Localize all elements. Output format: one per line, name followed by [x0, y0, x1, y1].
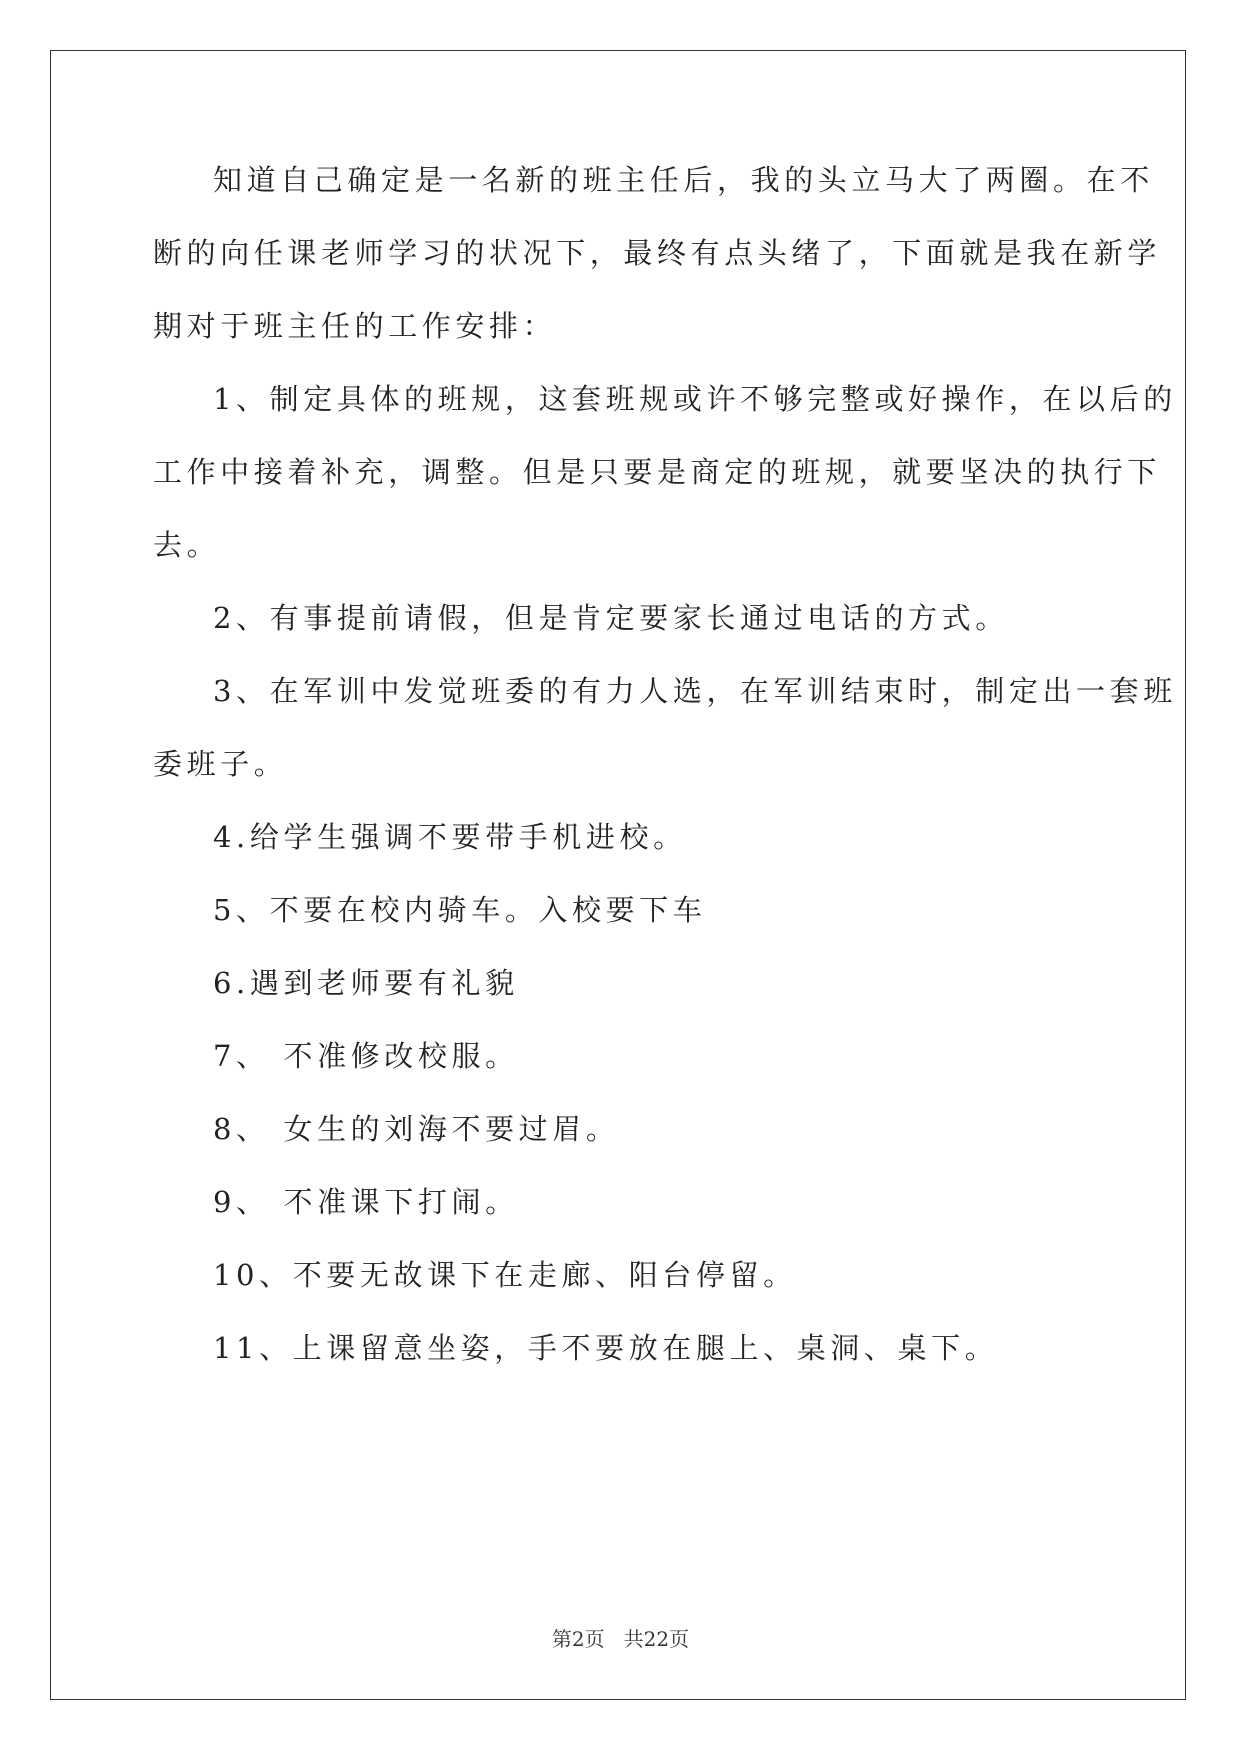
list-item-8: 8、 女生的刘海不要过眉。 [213, 1112, 620, 1146]
list-item-4: 4.给学生强调不要带手机进校。 [213, 820, 687, 854]
list-item-3-line-2: 委班子。 [153, 747, 288, 781]
list-item-2: 2、有事提前请假，但是肯定要家长通过电话的方式。 [213, 601, 1009, 635]
list-item-6: 6.遇到老师要有礼貌 [213, 966, 519, 1000]
list-item-3-line-1: 3、在军训中发觉班委的有力人选，在军训结束时，制定出一套班 [213, 674, 1177, 708]
list-item-10: 10、不要无故课下在走廊、阳台停留。 [213, 1258, 797, 1292]
page-number-footer: 第2页 共22页 [551, 1627, 690, 1651]
paragraph-intro-line-2: 断的向任课老师学习的状况下，最终有点头绪了，下面就是我在新学 [153, 236, 1162, 270]
paragraph-intro-line-3: 期对于班主任的工作安排： [153, 309, 557, 343]
list-item-11: 11、上课留意坐姿，手不要放在腿上、桌洞、桌下。 [213, 1331, 999, 1365]
list-item-7: 7、 不准修改校服。 [213, 1039, 519, 1073]
list-item-1-line-2: 工作中接着补充，调整。但是只要是商定的班规，就要坚决的执行下 [153, 455, 1162, 489]
paragraph-intro-line-1: 知道自己确定是一名新的班主任后，我的头立马大了两圈。在不 [213, 163, 1154, 197]
page-border [50, 50, 1186, 1700]
list-item-5: 5、不要在校内骑车。入校要下车 [213, 893, 707, 927]
list-item-1-line-1: 1、制定具体的班规，这套班规或许不够完整或好操作，在以后的 [213, 382, 1177, 416]
list-item-9: 9、 不准课下打闹。 [213, 1185, 519, 1219]
list-item-1-line-3: 去。 [153, 528, 221, 562]
